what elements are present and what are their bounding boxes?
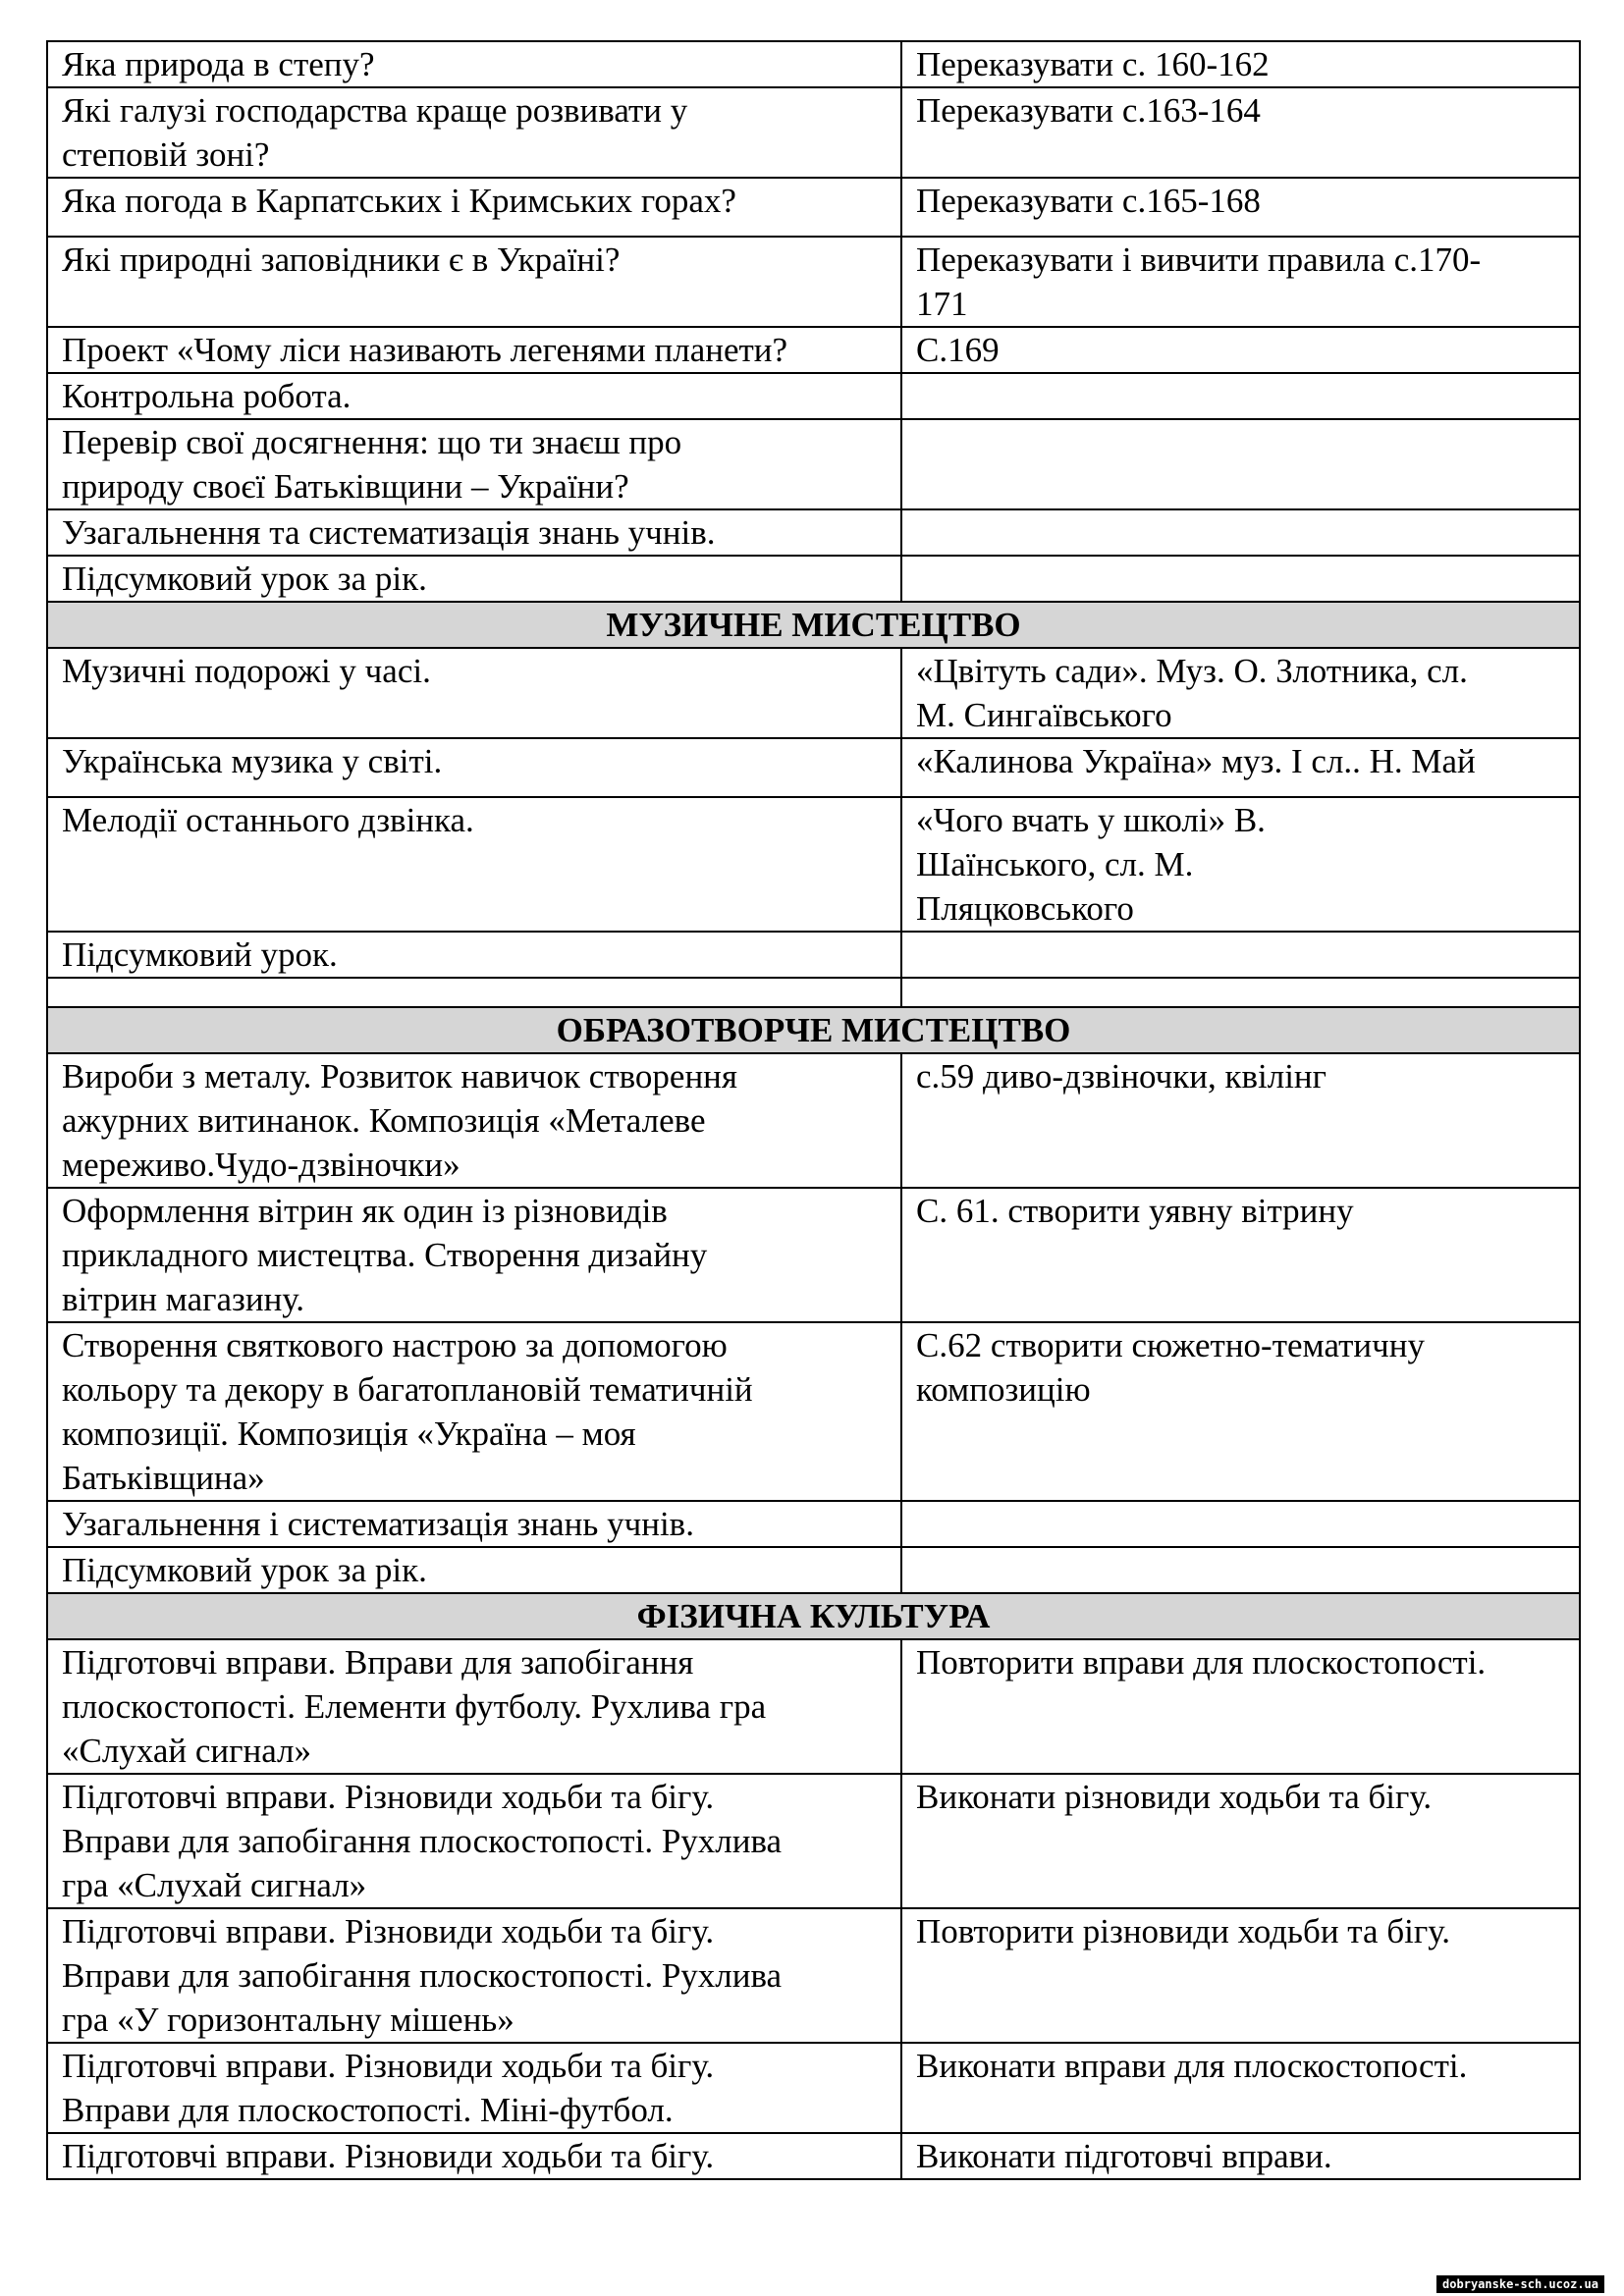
table-row (47, 237, 1580, 327)
table-row (47, 978, 1580, 1007)
homework-cell: Переказувати с. 160-162 (901, 41, 1580, 87)
section-title: ОБРАЗОТВОРЧЕ МИСТЕЦТВО (47, 1007, 1580, 1053)
homework-cell: Виконати вправи для плоскостопості. (901, 2043, 1580, 2133)
lesson-topic-cell: Мелодії останнього дзвінка. (47, 797, 901, 932)
lesson-plan-table (46, 40, 1581, 2180)
homework-cell: «Калинова Україна» муз. І сл.. Н. Май (901, 738, 1580, 797)
lesson-topic-cell: Узагальнення і систематизація знань учнів. (47, 1501, 901, 1547)
table-row (47, 2043, 1580, 2133)
homework-cell (901, 932, 1580, 978)
table-row (47, 556, 1580, 602)
lesson-plan-body (47, 41, 1580, 2179)
homework-cell (901, 373, 1580, 419)
site-watermark: dobryanske-sch.ucoz.ua (1436, 2275, 1604, 2293)
lesson-topic-cell: Підготовчі вправи. Вправи для запобігання плоскостопості. Елементи футболу. Рухлива гра «Слухай сигнал» (47, 1639, 901, 1774)
homework-cell (901, 509, 1580, 556)
section-header-row (47, 602, 1580, 648)
homework-cell: С.169 (901, 327, 1580, 373)
table-row (47, 648, 1580, 738)
table-row (47, 327, 1580, 373)
table-row (47, 932, 1580, 978)
homework-cell: с.59 диво-дзвіночки, квілінг (901, 1053, 1580, 1188)
homework-cell: С. 61. створити уявну вітрину (901, 1188, 1580, 1322)
homework-cell: Виконати різновиди ходьби та бігу. (901, 1774, 1580, 1908)
lesson-topic-cell: Які природні заповідники є в Україні? (47, 237, 901, 327)
homework-cell: С.62 створити сюжетно-тематичну композицію (901, 1322, 1580, 1501)
table-row (47, 1774, 1580, 1908)
table-row (47, 373, 1580, 419)
table-row (47, 87, 1580, 178)
lesson-topic-cell: Підготовчі вправи. Різновиди ходьби та бігу. Вправи для плоскостопості. Міні-футбол. (47, 2043, 901, 2133)
lesson-topic-cell: Оформлення вітрин як один із різновидів прикладного мистецтва. Створення дизайну вітрин магазину. (47, 1188, 901, 1322)
lesson-topic-cell: Проект «Чому ліси називають легенями планети? (47, 327, 901, 373)
lesson-topic-cell: Підготовчі вправи. Різновиди ходьби та бігу. Вправи для запобігання плоскостопості. Рухлива гра «У горизонтальну мішень» (47, 1908, 901, 2043)
homework-cell (901, 419, 1580, 509)
table-row (47, 797, 1580, 932)
section-header-row (47, 1007, 1580, 1053)
lesson-topic-cell: Контрольна робота. (47, 373, 901, 419)
lesson-topic-cell: Узагальнення та систематизація знань учнів. (47, 509, 901, 556)
table-row (47, 1053, 1580, 1188)
lesson-topic-cell: Перевір свої досягнення: що ти знаєш про природу своєї Батьківщини – України? (47, 419, 901, 509)
section-header-row (47, 1593, 1580, 1639)
homework-cell (901, 1547, 1580, 1593)
section-title: ФІЗИЧНА КУЛЬТУРА (47, 1593, 1580, 1639)
lesson-topic-cell: Вироби з металу. Розвиток навичок створення ажурних витинанок. Композиція «Металеве мереживо.Чудо-дзвіночки» (47, 1053, 901, 1188)
lesson-topic-cell: Українська музика у світі. (47, 738, 901, 797)
table-row (47, 178, 1580, 237)
homework-cell: Переказувати і вивчити правила с.170- 171 (901, 237, 1580, 327)
lesson-topic-cell: Підготовчі вправи. Різновиди ходьби та бігу. (47, 2133, 901, 2179)
homework-cell: Переказувати с.163-164 (901, 87, 1580, 178)
homework-cell: Виконати підготовчі вправи. (901, 2133, 1580, 2179)
table-row (47, 509, 1580, 556)
lesson-topic-cell: Підсумковий урок за рік. (47, 556, 901, 602)
homework-cell (901, 556, 1580, 602)
table-row (47, 2133, 1580, 2179)
homework-cell: Повторити різновиди ходьби та бігу. (901, 1908, 1580, 2043)
table-row (47, 1188, 1580, 1322)
table-row (47, 1547, 1580, 1593)
lesson-topic-cell (47, 978, 901, 1007)
lesson-topic-cell: Підсумковий урок. (47, 932, 901, 978)
homework-cell: Повторити вправи для плоскостопості. (901, 1639, 1580, 1774)
table-row (47, 738, 1580, 797)
lesson-topic-cell: Які галузі господарства краще розвивати у степовій зоні? (47, 87, 901, 178)
lesson-topic-cell: Яка природа в степу? (47, 41, 901, 87)
table-row (47, 1908, 1580, 2043)
table-row (47, 419, 1580, 509)
lesson-topic-cell: Створення святкового настрою за допомогою кольору та декору в багатоплановій тематичній композиції. Композиція «Україна – моя Батьківщина» (47, 1322, 901, 1501)
section-title: МУЗИЧНЕ МИСТЕЦТВО (47, 602, 1580, 648)
lesson-topic-cell: Підготовчі вправи. Різновиди ходьби та бігу. Вправи для запобігання плоскостопості. Рухлива гра «Слухай сигнал» (47, 1774, 901, 1908)
lesson-topic-cell: Підсумковий урок за рік. (47, 1547, 901, 1593)
homework-cell (901, 1501, 1580, 1547)
homework-cell: Переказувати с.165-168 (901, 178, 1580, 237)
table-row (47, 1501, 1580, 1547)
lesson-topic-cell: Яка погода в Карпатських і Кримських горах? (47, 178, 901, 237)
homework-cell: «Цвітуть сади». Муз. О. Злотника, сл. М. Сингаївського (901, 648, 1580, 738)
homework-cell: «Чого вчать у школі» В. Шаїнського, сл. М. Пляцковського (901, 797, 1580, 932)
table-row (47, 41, 1580, 87)
lesson-topic-cell: Музичні подорожі у часі. (47, 648, 901, 738)
homework-cell (901, 978, 1580, 1007)
table-row (47, 1639, 1580, 1774)
table-row (47, 1322, 1580, 1501)
